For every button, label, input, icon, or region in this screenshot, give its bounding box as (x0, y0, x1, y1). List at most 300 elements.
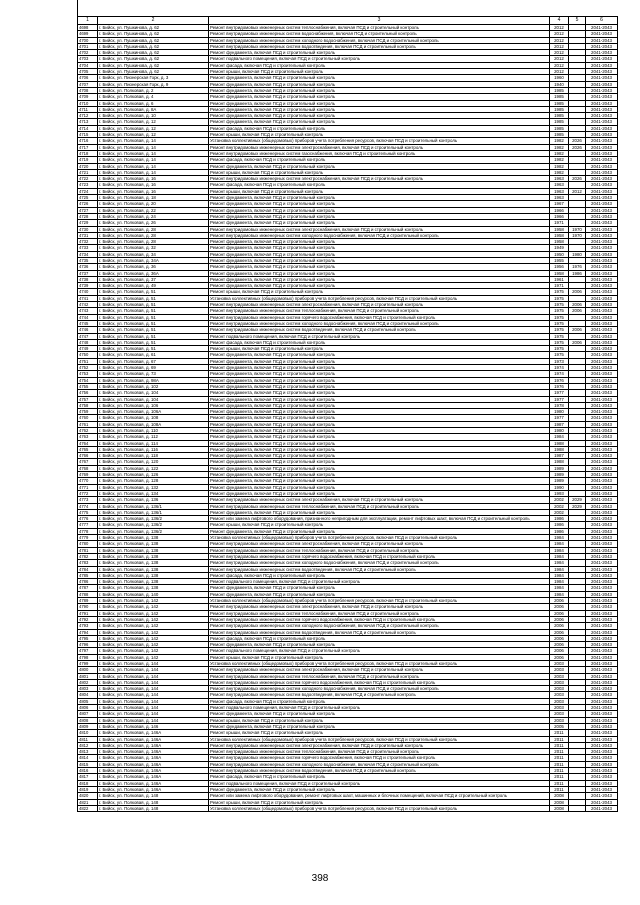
cell-addr: г. Бийск, ул. Полковая, д. 104 (98, 390, 209, 396)
cell-period: 2041-2043 (586, 478, 618, 484)
cell-addr: г. Бийск, ул. Полковая, д. 146А (98, 761, 209, 767)
cell-y1: 1988 (550, 440, 569, 446)
cell-addr: г. Бийск, ул. Полковая, д. 32 (98, 245, 209, 251)
cell-addr: г. Бийск, ул. Полковая, д. 12 (98, 119, 209, 125)
cell-y2: 1970 (569, 232, 586, 238)
cell-y1: 1950 (550, 251, 569, 257)
cell-period: 2041-2043 (586, 774, 618, 780)
cell-addr: г. Бийск, ул. Полковая, д. 142 (98, 598, 209, 604)
cell-y1: 1982 (550, 150, 569, 156)
cell-period: 2041-2043 (586, 780, 618, 786)
cell-addr: г. Бийск, ул. Полковая, д. 148 (98, 799, 209, 805)
cell-work: Ремонт фундамента, включая ПСД и строительный контроль (209, 201, 550, 207)
cell-addr: г. Бийск, ул. Полковая, д. 138 (98, 553, 209, 559)
cell-y1: 2003 (550, 717, 569, 723)
cell-id: 4789 (78, 598, 98, 604)
cell-period: 2041-2043 (586, 509, 618, 515)
cell-work: Ремонт фундамента, включая ПСД и строительный контроль (209, 585, 550, 591)
cell-period: 2041-2043 (586, 56, 618, 62)
cell-period: 2041-2043 (586, 132, 618, 138)
cell-work: Ремонт фасада, включая ПСД и строительный контроль (209, 572, 550, 578)
cell-y1: 1955 (550, 257, 569, 263)
cell-period: 2041-2043 (586, 730, 618, 736)
cell-work: Ремонт крыши, включая ПСД и строительный контроль (209, 69, 550, 75)
cell-y2: 2029 (569, 503, 586, 509)
cell-period: 2041-2043 (586, 635, 618, 641)
cell-y1: 1978 (550, 402, 569, 408)
cell-id: 4763 (78, 434, 98, 440)
cell-work: Ремонт внутридомовых инженерных систем холодного водоснабжения, включая ПСД и строительный контроль (209, 686, 550, 692)
cell-y1: 1963 (550, 176, 569, 182)
cell-period: 2041-2043 (586, 560, 618, 566)
cell-addr: г. Бийск, ул. Полковая, д. 69 (98, 365, 209, 371)
column-header: 2 (98, 17, 209, 25)
cell-work: Ремонт подвального помещения, включая ПСД и строительный контроль (209, 579, 550, 585)
cell-work: Ремонт фундамента, включая ПСД и строительный контроль (209, 440, 550, 446)
cell-id: 4737 (78, 270, 98, 276)
cell-y1: 1984 (550, 541, 569, 547)
cell-addr: г. Бийск, ул. Полковая, д. 51 (98, 333, 209, 339)
cell-id: 4724 (78, 188, 98, 194)
cell-addr: г. Бийск, ул. Пушкинова, д. 62 (98, 56, 209, 62)
cell-y1: 1975 (550, 320, 569, 326)
cell-y1: 1989 (550, 478, 569, 484)
cell-period: 2041-2043 (586, 314, 618, 320)
cell-addr: г. Бийск, ул. Полковая, д. 136/1 (98, 509, 209, 515)
cell-y1: 2011 (550, 736, 569, 742)
cell-y1: 1985 (550, 119, 569, 125)
cell-y1: 1958 (550, 232, 569, 238)
cell-work: Ремонт фасада, включая ПСД и строительный контроль (209, 635, 550, 641)
cell-id: 4766 (78, 453, 98, 459)
cell-work: Ремонт фасада, включая ПСД и строительный контроль (209, 62, 550, 68)
cell-period: 2041-2043 (586, 176, 618, 182)
cell-y1: 2003 (550, 705, 569, 711)
cell-addr: г. Бийск, ул. Полковая, д. 138 (98, 579, 209, 585)
cell-addr: г. Бийск, ул. Полковая, д. 51 (98, 308, 209, 314)
cell-period: 2041-2043 (586, 157, 618, 163)
cell-id: 4716 (78, 138, 98, 144)
cell-id: 4801 (78, 673, 98, 679)
cell-period: 2041-2043 (586, 251, 618, 257)
cell-id: 4815 (78, 761, 98, 767)
cell-period: 2041-2043 (586, 742, 618, 748)
cell-y1: 2011 (550, 768, 569, 774)
cell-addr: г. Бийск, ул. Полковая, д. 28 (98, 239, 209, 245)
cell-work: Ремонт фундамента, включая ПСД и строительный контроль (209, 711, 550, 717)
cell-period: 2041-2043 (586, 705, 618, 711)
cell-y1: 1982 (550, 144, 569, 150)
cell-period: 2041-2043 (586, 81, 618, 87)
cell-id: 4746 (78, 327, 98, 333)
cell-id: 4787 (78, 585, 98, 591)
cell-y1: 1977 (550, 390, 569, 396)
cell-addr: г. Бийск, ул. Полковая, д. 10 (98, 113, 209, 119)
cell-id: 4710 (78, 100, 98, 106)
cell-work: Ремонт внутридомовых инженерных систем электроснабжения, включая ПСД и строительный контроль (209, 176, 550, 182)
cell-period: 2041-2043 (586, 805, 618, 811)
cell-id: 4813 (78, 749, 98, 755)
cell-period: 2041-2043 (586, 371, 618, 377)
cell-addr: г. Бийск, ул. Полковая, д. 14 (98, 150, 209, 156)
cell-addr: г. Бийск, ул. Пушкинова, д. 62 (98, 31, 209, 37)
cell-period: 2041-2043 (586, 648, 618, 654)
cell-work: Ремонт фундамента, включая ПСД и строительный контроль (209, 195, 550, 201)
cell-work: Ремонт фундамента, включая ПСД и строительный контроль (209, 207, 550, 213)
cell-work: Ремонт внутридомовых инженерных систем газоснабжения, включая ПСД и строительный контроль (209, 150, 550, 156)
cell-y1: 1986 (550, 522, 569, 528)
cell-id: 4715 (78, 132, 98, 138)
cell-y1: 2006 (550, 642, 569, 648)
cell-id: 4802 (78, 679, 98, 685)
cell-addr: г. Бийск, ул. Пушкинова, д. 62 (98, 62, 209, 68)
cell-work: Ремонт фасада, включая ПСД и строительный контроль (209, 157, 550, 163)
cell-period: 2041-2043 (586, 31, 618, 37)
cell-work: Ремонт фундамента, включая ПСД и строительный контроль (209, 257, 550, 263)
cell-addr: г. Бийск, ул. Полковая, д. 112 (98, 434, 209, 440)
cell-addr: г. Бийск, ул. Полковая, д. 51 (98, 289, 209, 295)
cell-y2: 1976 (569, 264, 586, 270)
cell-addr: г. Бийск, ул. Полковая, д. 144 (98, 692, 209, 698)
cell-addr: г. Бийск, ул. Полковая, д. 142 (98, 642, 209, 648)
cell-y1: 1982 (550, 138, 569, 144)
cell-id: 4735 (78, 257, 98, 263)
cell-work: Ремонт фасада, включая ПСД и строительный контроль (209, 774, 550, 780)
cell-id: 4698 (78, 25, 98, 31)
cell-addr: г. Бийск, ул. Полковая, д. 20 (98, 201, 209, 207)
cell-id: 4748 (78, 339, 98, 345)
cell-work: Ремонт фундамента, включая ПСД и строительный контроль (209, 723, 550, 729)
cell-y1: 1990 (550, 484, 569, 490)
cell-id: 4717 (78, 144, 98, 150)
cell-id: 4714 (78, 125, 98, 131)
cell-addr: г. Бийск, ул. Полковая, д. 108А (98, 421, 209, 427)
cell-id: 4779 (78, 535, 98, 541)
cell-addr: г. Бийск, ул. Пушкинова, д. 62 (98, 43, 209, 49)
cell-id: 4761 (78, 421, 98, 427)
cell-id: 4751 (78, 358, 98, 364)
cell-id: 4793 (78, 623, 98, 629)
cell-work: Ремонт внутридомовых инженерных систем электроснабжения, включая ПСД и строительный контроль (209, 302, 550, 308)
cell-work: Ремонт крыши, включая ПСД и строительный контроль (209, 169, 550, 175)
cell-period: 2041-2043 (586, 415, 618, 421)
cell-id: 4708 (78, 87, 98, 93)
cell-addr: г. Бийск, ул. Полковая, д. 140 (98, 591, 209, 597)
cell-period: 2041-2043 (586, 409, 618, 415)
cell-id: 4741 (78, 295, 98, 301)
cell-work: Ремонт фундамента, включая ПСД и строительный контроль (209, 276, 550, 282)
cell-period: 2041-2043 (586, 125, 618, 131)
cell-y1: 1940 (550, 81, 569, 87)
cell-work: Ремонт крыши, включая ПСД и строительный контроль (209, 730, 550, 736)
cell-addr: г. Бийск, ул. Полковая, д. 138 (98, 541, 209, 547)
cell-id: 4756 (78, 390, 98, 396)
cell-id: 4794 (78, 629, 98, 635)
cell-y1: 2011 (550, 742, 569, 748)
cell-y1: 1975 (550, 289, 569, 295)
cell-addr: г. Бийск, ул. Полковая, д. 34А (98, 257, 209, 263)
cell-id: 4760 (78, 415, 98, 421)
cell-id: 4731 (78, 232, 98, 238)
cell-addr: г. Бийск, ул. Полковая, д. 51 (98, 346, 209, 352)
cell-y2: 2006 (569, 308, 586, 314)
cell-id: 4805 (78, 698, 98, 704)
cell-period: 2041-2043 (586, 516, 618, 522)
cell-addr: г. Бийск, ул. Полковая, д. 146 (98, 723, 209, 729)
cell-work: Ремонт фундамента, включая ПСД и строительный контроль (209, 251, 550, 257)
cell-y1: 1966 (550, 207, 569, 213)
cell-addr: г. Бийск, ул. Полковая, д. 144 (98, 673, 209, 679)
cell-work: Ремонт фундамента, включая ПСД и строительный контроль (209, 81, 550, 87)
cell-work: Ремонт фундамента, включая ПСД и строительный контроль (209, 245, 550, 251)
cell-period: 2041-2043 (586, 459, 618, 465)
cell-addr: г. Бийск, ул. Полковая, д. 136/1 (98, 503, 209, 509)
cell-addr: г. Бийск, ул. Полковая, д. 144 (98, 686, 209, 692)
cell-id: 4709 (78, 94, 98, 100)
cell-id: 4757 (78, 396, 98, 402)
cell-y1: 2011 (550, 730, 569, 736)
cell-y2: 2006 (569, 289, 586, 295)
cell-addr: г. Бийск, ул. Полковая, д. 36 (98, 264, 209, 270)
cell-period: 2041-2043 (586, 598, 618, 604)
cell-work: Ремонт внутридомовых инженерных систем холодного водоснабжения, включая ПСД и строительный контроль (209, 232, 550, 238)
cell-y1: 1974 (550, 365, 569, 371)
cell-work: Ремонт фундамента, включая ПСД и строительный контроль (209, 396, 550, 402)
cell-addr: г. Бийск, ул. Полковая, д. 142 (98, 610, 209, 616)
cell-y1: 1975 (550, 339, 569, 345)
cell-period: 2041-2043 (586, 100, 618, 106)
cell-work: Ремонт крыши, включая ПСД и строительный контроль (209, 654, 550, 660)
cell-work: Ремонт подвального помещения, включая ПСД и строительный контроль (209, 705, 550, 711)
cell-period: 2041-2043 (586, 667, 618, 673)
cell-id: 4721 (78, 169, 98, 175)
cell-work: Ремонт фундамента, включая ПСД и строительный контроль (209, 371, 550, 377)
cell-addr: г. Бийск, ул. Полковая, д. 136/2 (98, 528, 209, 534)
cell-addr: г. Бийск, ул. Полковая, д. 106 (98, 402, 209, 408)
cell-y1: 2011 (550, 755, 569, 761)
cell-id: 4776 (78, 516, 98, 522)
cell-period: 2041-2043 (586, 37, 618, 43)
cell-id: 4754 (78, 377, 98, 383)
cell-addr: г. Бийск, ул. Полковая, д. 144 (98, 660, 209, 666)
cell-addr: г. Бийск, ул. Полковая, д. 128 (98, 478, 209, 484)
cell-y2: 1970 (569, 226, 586, 232)
cell-y1: 1982 (550, 157, 569, 163)
cell-work: Ремонт внутридомовых инженерных систем теплоснабжения, включая ПСД и строительный контроль (209, 610, 550, 616)
cell-work: Ремонт фундамента, включая ПСД и строительный контроль (209, 94, 550, 100)
cell-id: 4730 (78, 226, 98, 232)
cell-work: Ремонт фундамента, включая ПСД и строительный контроль (209, 465, 550, 471)
cell-period: 2041-2043 (586, 226, 618, 232)
cell-period: 2041-2043 (586, 327, 618, 333)
cell-period: 2041-2043 (586, 377, 618, 383)
cell-work: Ремонт крыши, включая ПСД и строительный контроль (209, 289, 550, 295)
cell-period: 2041-2043 (586, 62, 618, 68)
cell-id: 4818 (78, 780, 98, 786)
cell-addr: г. Бийск, ул. Полковая, д. 116 (98, 446, 209, 452)
cell-id: 4775 (78, 509, 98, 515)
cell-id: 4821 (78, 799, 98, 805)
cell-id: 4745 (78, 320, 98, 326)
cell-id: 4791 (78, 610, 98, 616)
cell-addr: г. Бийск, ул. Полковая, д. 22 (98, 207, 209, 213)
cell-id: 4700 (78, 37, 98, 43)
cell-y2: 2029 (569, 497, 586, 503)
cell-addr: г. Бийск, ул. Полковая, д. 34 (98, 251, 209, 257)
cell-addr: г. Бийск, ул. Полковая, д. 49 (98, 283, 209, 289)
cell-work: Ремонт фасада, включая ПСД и строительный контроль (209, 182, 550, 188)
cell-addr: г. Бийск, ул. Полковая, д. 67 (98, 358, 209, 364)
cell-addr: г. Бийск, ул. Полковая, д. 16 (98, 176, 209, 182)
cell-work: Ремонт или замена лифтового оборудования, признанного непригодным для эксплуатации, ремонт лифтовых шахт, включая ПСД и строительный контроль (209, 516, 550, 522)
cell-addr: г. Бийск, ул. Полковая, д. 142 (98, 648, 209, 654)
cell-y1: 1963 (550, 182, 569, 188)
cell-y1: 1985 (550, 113, 569, 119)
cell-period: 2041-2043 (586, 358, 618, 364)
cell-y1: 1960 (550, 75, 569, 81)
cell-period: 2041-2043 (586, 749, 618, 755)
cell-period: 2041-2043 (586, 119, 618, 125)
cell-y1: 1985 (550, 87, 569, 93)
cell-y2: 1986 (569, 270, 586, 276)
cell-period: 2041-2043 (586, 623, 618, 629)
cell-y1: 2003 (550, 711, 569, 717)
cell-y1: 1977 (550, 415, 569, 421)
cell-y2: 2026 (569, 138, 586, 144)
cell-y1: 1984 (550, 434, 569, 440)
cell-work: Ремонт внутридомовых инженерных систем теплоснабжения, включая ПСД и строительный контроль (209, 25, 550, 31)
cell-addr: г. Бийск, ул. Полковая, д. 146А (98, 742, 209, 748)
cell-y1: 1973 (550, 358, 569, 364)
cell-work: Ремонт внутридомовых инженерных систем электроснабжения, включая ПСД и строительный контроль (209, 604, 550, 610)
column-header: 5 (569, 17, 586, 25)
cell-period: 2041-2043 (586, 446, 618, 452)
cell-id: 4739 (78, 283, 98, 289)
cell-addr: г. Бийск, ул. Полковая, д. 37 (98, 276, 209, 282)
cell-y1: 1976 (550, 377, 569, 383)
cell-addr: г. Бийск, ул. Полковая, д. 51 (98, 320, 209, 326)
cell-addr: г. Бийск, ул. Полковая, д. 51 (98, 295, 209, 301)
cell-period: 2041-2043 (586, 320, 618, 326)
cell-y1: 1961 (550, 276, 569, 282)
cell-id: 4712 (78, 113, 98, 119)
cell-id: 4718 (78, 150, 98, 156)
cell-addr: г. Бийск, ул. Полковая, д. 14 (98, 138, 209, 144)
cell-period: 2041-2043 (586, 579, 618, 585)
cell-id: 4811 (78, 736, 98, 742)
cell-y1: 2006 (550, 623, 569, 629)
cell-period: 2041-2043 (586, 723, 618, 729)
cell-period: 2041-2043 (586, 484, 618, 490)
cell-work: Ремонт внутридомовых инженерных систем электроснабжения, включая ПСД и строительный контроль (209, 541, 550, 547)
cell-period: 2041-2043 (586, 679, 618, 685)
cell-id: 4819 (78, 786, 98, 792)
cell-y1: 1975 (550, 333, 569, 339)
cell-period: 2041-2043 (586, 75, 618, 81)
cell-id: 4703 (78, 56, 98, 62)
cell-y1: 1989 (550, 472, 569, 478)
cell-work: Ремонт фундамента, включая ПСД и строительный контроль (209, 421, 550, 427)
cell-work: Ремонт фундамента, включая ПСД и строительный контроль (209, 528, 550, 534)
cell-y1: 2008 (550, 793, 569, 799)
cell-id: 4772 (78, 490, 98, 496)
cell-id: 4781 (78, 547, 98, 553)
cell-id: 4809 (78, 723, 98, 729)
cell-y1: 2006 (550, 598, 569, 604)
cell-addr: г. Бийск, ул. Полковая, д. 138 (98, 535, 209, 541)
cell-y1: 1975 (550, 327, 569, 333)
cell-y2: 2006 (569, 327, 586, 333)
page-number: 398 (311, 873, 329, 884)
cell-period: 2041-2043 (586, 768, 618, 774)
cell-id: 4744 (78, 314, 98, 320)
cell-id: 4699 (78, 31, 98, 37)
cell-work: Ремонт фасада, включая ПСД и строительный контроль (209, 698, 550, 704)
cell-period: 2041-2043 (586, 302, 618, 308)
cell-y1: 2003 (550, 686, 569, 692)
cell-work: Ремонт внутридомовых инженерных систем водоотведения, включая ПСД и строительный контроль (209, 327, 550, 333)
cell-work: Ремонт фундамента, включая ПСД и строительный контроль (209, 50, 550, 56)
cell-addr: г. Бийск, ул. Полковая, д. 126 (98, 472, 209, 478)
cell-work: Ремонт фасада, включая ПСД и строительный контроль (209, 125, 550, 131)
cell-period: 2041-2043 (586, 698, 618, 704)
cell-addr: г. Бийск, ул. Полковая, д. 12 (98, 132, 209, 138)
cell-y1: 2003 (550, 673, 569, 679)
cell-work: Ремонт фундамента, включая ПСД и строительный контроль (209, 264, 550, 270)
cell-period: 2041-2043 (586, 402, 618, 408)
cell-work: Ремонт внутридомовых инженерных систем теплоснабжения, включая ПСД и строительный контроль (209, 749, 550, 755)
cell-work: Ремонт фундамента, включая ПСД и строительный контроль (209, 106, 550, 112)
cell-period: 2041-2043 (586, 692, 618, 698)
cell-y1: 1958 (550, 226, 569, 232)
cell-work: Ремонт или замена лифтового оборудования, ремонт лифтовых шахт, машинных и блочных помещений, включая ПСД и строительный контроль (209, 793, 550, 799)
cell-y1: 2002 (550, 509, 569, 515)
cell-y2 (569, 805, 586, 811)
cell-work: Ремонт фундамента, включая ПСД и строительный контроль (209, 75, 550, 81)
cell-addr: г. Бийск, ул. Полковая, д. 51 (98, 314, 209, 320)
cell-y1: 1982 (550, 163, 569, 169)
cell-period: 2041-2043 (586, 69, 618, 75)
cell-y1: 1967 (550, 201, 569, 207)
cell-id: 4750 (78, 352, 98, 358)
cell-work: Ремонт фундамента, включая ПСД и строительный контроль (209, 163, 550, 169)
cell-work: Установка коллективных (общедомовых) приборов учета потребления ресурсов, включая ПСД и строительный контроль (209, 660, 550, 666)
cell-addr: г. Бийск, ул. Полковая, д. 146А (98, 768, 209, 774)
cell-y1: 2003 (550, 692, 569, 698)
cell-y1: 2012 (550, 62, 569, 68)
cell-work: Ремонт внутридомовых инженерных систем холодного водоснабжения, включая ПСД и строительный контроль (209, 761, 550, 767)
cell-id: 4790 (78, 604, 98, 610)
cell-work: Ремонт внутридомовых инженерных систем горячего водоснабжения, включая ПСД и строительный контроль (209, 755, 550, 761)
cell-id: 4768 (78, 465, 98, 471)
cell-y1: 1984 (550, 560, 569, 566)
cell-work: Ремонт фундамента, включая ПСД и строительный контроль (209, 365, 550, 371)
cell-work: Ремонт фундамента, включая ПСД и строительный контроль (209, 100, 550, 106)
cell-period: 2041-2043 (586, 383, 618, 389)
cell-period: 2041-2043 (586, 113, 618, 119)
cell-period: 2041-2043 (586, 94, 618, 100)
cell-work: Ремонт подвального помещения, включая ПСД и строительный контроль (209, 333, 550, 339)
cell-work: Ремонт фундамента, включая ПСД и строительный контроль (209, 220, 550, 226)
cell-period: 2041-2043 (586, 87, 618, 93)
cell-id: 4725 (78, 195, 98, 201)
column-header: 4 (550, 17, 569, 25)
cell-y1: 1975 (550, 314, 569, 320)
cell-work: Ремонт фундамента, включая ПСД и строительный контроль (209, 472, 550, 478)
cell-addr: г. Бийск, ул. Пушкинова, д. 62 (98, 50, 209, 56)
cell-addr: г. Бийск, ул. Полковая, д. 16 (98, 182, 209, 188)
cell-period: 2041-2043 (586, 207, 618, 213)
